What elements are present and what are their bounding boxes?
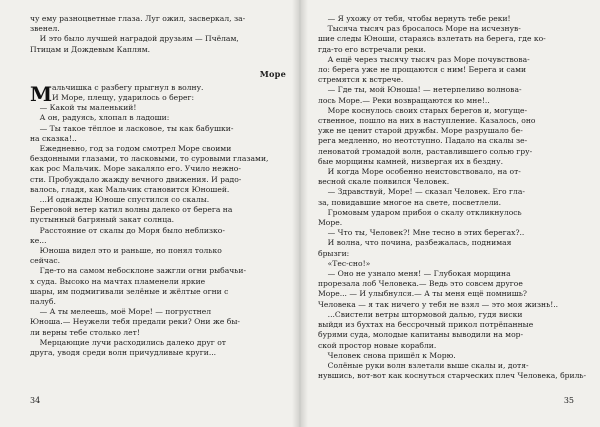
left-page-body: — Какой ты маленький! А он, радуясь, хлопал в ладоши: — Ты такое тёплое и ласковое, ты как бабушки- на сказка!.. Ежедневно, год за годом смотрел Море своими бездонными глазами, то ласковыми, то суровыми глазами, как рос Мальчик. Море закаляло его. Учило нежно- сти. Пробуждало жажду вечного движения. И радо- валось, гладя, как Мальчик становится Юношей. ...И однажды Юноше спустился со скалы. Береговой ветер катил волны далеко от берега на пустынный багряный закат солнца. Расстояние от скалы до Моря было неблизко- ке... Юноша видел это и раньше, но понял только сейчас. Где-то на самом небосклоне зажгли огни рыбачьи- х суда. Высоко на мачтах пламенели яркие шары, им подмигивали зелёные и жёлтые огни с палуб. — А ты мелеешь, моё Море! — погрустнел Юноша.— Неужели тебя предали реки? Они же бы- ли верны тебе столько лет! Мерцающие лучи расходились далеко друг от друга, уводя среди волн причудливые круги...	[30, 103, 269, 358]
opening-line-1: альчишка с разбегу прыгнул в волну.	[52, 82, 204, 92]
right-page-body: — Я ухожу от тебя, чтобы вернуть тебе реки! Тысяча тысяч раз бросалось Море на исчезнув- шие следы Юноши, стараясь взлетать на берега, где ко- гда-то его встречали реки. А ещё через тысячу тысяч раз Море почувствова- ло: берега уже не прощаются с ним! Берега и сами стремятся к встрече. — Где ты, мой Юноша! — нетерпеливо волнова- лось Море.— Реки возвращаются ко мне!.. Море коснулось своих старых берегов и, могуще- ственное, пошло на них в наступление. Казалось, оно уже не ценит старой дружбы. Море разрушало бе- рега медленно, но неотступно. Падало на скалы зе- леноватой громадой волн, раставлившего солью гру- бые морщины камней, низвергая их в бездну. И когда Море особенно неистовствовало, на от- весной скале появился Человек. — Здравствуй, Море! — сказал Человек. Его гла- за, повидавшие многое на свете, посветлели. Громовым ударом прибоя о скалу откликнулось Море. — Что ты, Человек?! Мне тесно в этих берегах?.. И волна, что почина, разбежалась, поднимая брызги: «Тес-сно!» — Оно не узнало меня! — Глубокая морщина прорезала лоб Человека.— Ведь это совсем другое Море... — И улыбнулся.— А ты меня ещё помнишь? Человека — я так ничего у тебя не взял — это моя жизнь!.. ...Свистели ветры штормовой далью, гудя виски выйдя из бухтах на бессрочный прикол потрёпанные бурями суда, молодые капитаны выводили на мор- ской простор новые корабли. Человек снова пришёл к Морю. Солёные руки волн взлетали выше скалы и, дотя- нувшись, вот-вот как коснуться старческих плеч Человека, бриль-	[318, 14, 587, 381]
chapter-title: Море	[259, 68, 286, 79]
right-page	[300, 0, 600, 427]
page-number-right: 35	[563, 396, 574, 405]
left-page-top-text: чу ему разноцветные глаза. Луг ожил, засверкал, за- звенел. И это было лучшей наградой друзьям — Пчёлам, Птицам и Дождевым Каплям.	[30, 14, 246, 54]
opening-line-2: И Море, плещу, ударилось о берег:	[52, 93, 195, 103]
page-number-left: 34	[30, 396, 41, 405]
book-gutter	[292, 0, 308, 427]
drop-cap: М	[30, 81, 53, 106]
chapter-opening	[30, 81, 290, 106]
